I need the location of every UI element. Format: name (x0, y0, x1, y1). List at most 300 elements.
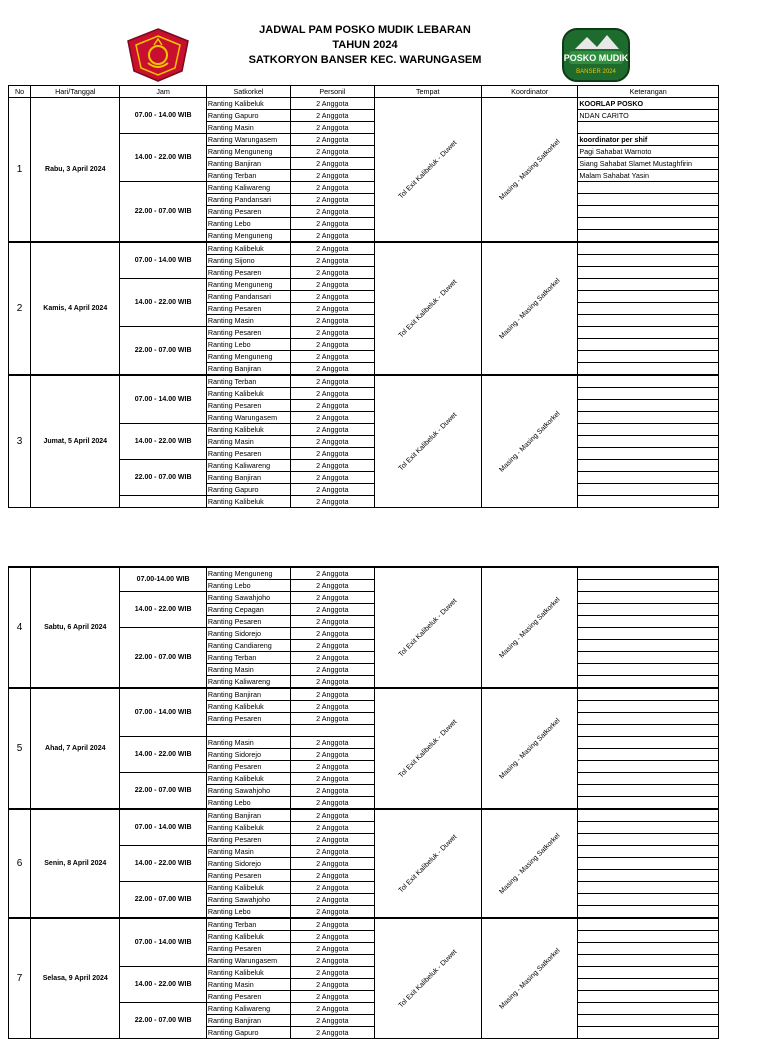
shift-time: 14.00 - 22.00 WIB (120, 424, 206, 460)
koordinator-label: Masing - Masing Satkorkel (498, 137, 562, 202)
koordinator-cell (481, 242, 577, 375)
tempat-label: Tol Exit Kalibeluk - Duwet (397, 718, 459, 779)
tempat-label: Tol Exit Kalibeluk - Duwet (397, 278, 459, 339)
shift-time: 07.00 - 14.00 WIB (120, 918, 206, 967)
header-row (9, 86, 719, 98)
personil-cell: 2 Anggota (291, 955, 374, 967)
table-row (9, 98, 719, 110)
satkorkel-cell: Ranting Menguneng (206, 146, 290, 158)
tempat-cell (374, 98, 481, 243)
table-row (9, 567, 719, 580)
personil-cell: 2 Anggota (291, 991, 374, 1003)
personil-cell: 2 Anggota (291, 484, 374, 496)
personil-cell: 2 Anggota (291, 846, 374, 858)
keterangan-cell (578, 955, 719, 967)
satkorkel-cell: Ranting Lebo (206, 797, 290, 810)
keterangan-cell (578, 616, 719, 628)
tempat-label: Tol Exit Kalibeluk - Duwet (397, 139, 459, 200)
day-date: Ahad, 7 April 2024 (31, 688, 120, 809)
satkorkel-cell: Ranting Pesaren (206, 870, 290, 882)
keterangan-cell (578, 194, 719, 206)
satkorkel-cell: Ranting Pesaren (206, 448, 290, 460)
table-row (9, 918, 719, 931)
satkorkel-cell: Ranting Menguneng (206, 230, 290, 243)
keterangan-cell (578, 797, 719, 810)
koordinator-label: Masing - Masing Satkorkel (498, 595, 562, 660)
tempat-label: Tol Exit Kalibeluk - Duwet (397, 833, 459, 894)
keterangan-cell: NDAN CARITO (578, 110, 719, 122)
satkorkel-cell: Ranting Banjiran (206, 472, 290, 484)
personil-cell: 2 Anggota (291, 616, 374, 628)
keterangan-cell (578, 279, 719, 291)
keterangan-cell (578, 472, 719, 484)
personil-cell: 2 Anggota (291, 436, 374, 448)
satkorkel-cell: Ranting Kalibeluk (206, 882, 290, 894)
keterangan-cell (578, 749, 719, 761)
keterangan-cell (578, 448, 719, 460)
keterangan-cell (578, 991, 719, 1003)
keterangan-cell (578, 846, 719, 858)
tempat-cell (374, 688, 481, 809)
day-date: Selasa, 9 April 2024 (31, 918, 120, 1039)
satkorkel-cell: Ranting Masin (206, 315, 290, 327)
satkorkel-cell: Ranting Warungasem (206, 412, 290, 424)
satkorkel-cell: Ranting Gapuro (206, 110, 290, 122)
shift-time: 22.00 - 07.00 WIB (120, 773, 206, 810)
column-header-per: Personil (291, 86, 374, 98)
personil-cell: 2 Anggota (291, 351, 374, 363)
shift-time: 07.00 - 14.00 WIB (120, 242, 206, 279)
satkorkel-cell: Ranting Banjiran (206, 158, 290, 170)
satkorkel-cell: Ranting Masin (206, 122, 290, 134)
satkorkel-cell: Ranting Gapuro (206, 1027, 290, 1039)
keterangan-cell: koordinator per shif (578, 134, 719, 146)
shift-time: 14.00 - 22.00 WIB (120, 967, 206, 1003)
day-number: 7 (9, 918, 31, 1039)
personil-cell: 2 Anggota (291, 906, 374, 919)
document-title (220, 23, 510, 68)
satkorkel-cell: Ranting Kalibeluk (206, 424, 290, 436)
satkorkel-cell: Ranting Kalibeluk (206, 967, 290, 979)
personil-cell: 2 Anggota (291, 809, 374, 822)
satkorkel-cell: Ranting Banjiran (206, 363, 290, 376)
satkorkel-cell: Ranting Kalibeluk (206, 773, 290, 785)
personil-cell: 2 Anggota (291, 822, 374, 834)
shift-time: 14.00 - 22.00 WIB (120, 592, 206, 628)
title-line-3: SATKORYON BANSER KEC. WARUNGASEM (248, 54, 482, 66)
satkorkel-cell: Ranting Kalibeluk (206, 701, 290, 713)
keterangan-cell (578, 496, 719, 508)
schedule-table (8, 566, 719, 1039)
satkorkel-cell: Ranting Terban (206, 170, 290, 182)
satkorkel-cell: Ranting Kaliwareng (206, 182, 290, 194)
personil-cell: 2 Anggota (291, 242, 374, 255)
table-row (9, 375, 719, 388)
table-row (9, 688, 719, 701)
keterangan-cell: Siang Sahabat Slamet Mustaghfirin (578, 158, 719, 170)
koordinator-label: Masing - Masing Satkorkel (498, 716, 562, 781)
keterangan-cell (578, 713, 719, 725)
keterangan-cell (578, 484, 719, 496)
table-row (9, 242, 719, 255)
personil-cell: 2 Anggota (291, 1015, 374, 1027)
banser-emblem-logo (124, 27, 192, 83)
personil-cell: 2 Anggota (291, 567, 374, 580)
satkorkel-cell: Ranting Pesaren (206, 400, 290, 412)
keterangan-cell (578, 436, 719, 448)
tempat-label: Tol Exit Kalibeluk - Duwet (397, 948, 459, 1009)
keterangan-cell (578, 363, 719, 376)
column-header-sat: Satkorkel (206, 86, 290, 98)
keterangan-cell (578, 567, 719, 580)
satkorkel-cell: Ranting Banjiran (206, 809, 290, 822)
personil-cell: 2 Anggota (291, 1027, 374, 1039)
personil-cell: 2 Anggota (291, 943, 374, 955)
satkorkel-cell: Ranting Menguneng (206, 567, 290, 580)
keterangan-cell (578, 592, 719, 604)
satkorkel-cell: Ranting Pesaren (206, 713, 290, 725)
keterangan-cell (578, 809, 719, 822)
keterangan-cell (578, 882, 719, 894)
satkorkel-cell: Ranting Sijono (206, 255, 290, 267)
shift-time: 07.00 - 14.00 WIB (120, 98, 206, 134)
personil-cell: 2 Anggota (291, 134, 374, 146)
satkorkel-cell: Ranting Pesaren (206, 943, 290, 955)
personil-cell: 2 Anggota (291, 604, 374, 616)
column-header-day: Hari/Tanggal (31, 86, 120, 98)
shift-time: 22.00 - 07.00 WIB (120, 182, 206, 243)
keterangan-cell (578, 858, 719, 870)
personil-cell: 2 Anggota (291, 882, 374, 894)
personil-cell (291, 725, 374, 737)
keterangan-cell (578, 375, 719, 388)
personil-cell: 2 Anggota (291, 303, 374, 315)
personil-cell: 2 Anggota (291, 918, 374, 931)
personil-cell: 2 Anggota (291, 496, 374, 508)
personil-cell: 2 Anggota (291, 363, 374, 376)
shift-time: 22.00 - 07.00 WIB (120, 882, 206, 919)
satkorkel-cell: Ranting Candiareng (206, 640, 290, 652)
day-date: Jumat, 5 April 2024 (31, 375, 120, 508)
satkorkel-cell: Ranting Cepagan (206, 604, 290, 616)
satkorkel-cell: Ranting Lebo (206, 339, 290, 351)
personil-cell: 2 Anggota (291, 628, 374, 640)
keterangan-cell (578, 931, 719, 943)
satkorkel-cell: Ranting Sawahjoho (206, 894, 290, 906)
keterangan-cell (578, 580, 719, 592)
personil-cell: 2 Anggota (291, 460, 374, 472)
personil-cell: 2 Anggota (291, 931, 374, 943)
koordinator-cell (481, 375, 577, 508)
satkorkel-cell: Ranting Pesaren (206, 616, 290, 628)
day-number: 1 (9, 98, 31, 243)
personil-cell: 2 Anggota (291, 580, 374, 592)
personil-cell: 2 Anggota (291, 592, 374, 604)
day-date: Rabu, 3 April 2024 (31, 98, 120, 243)
koordinator-cell (481, 688, 577, 809)
title-line-1: JADWAL PAM POSKO MUDIK LEBARAN (259, 24, 471, 36)
keterangan-cell (578, 785, 719, 797)
personil-cell: 2 Anggota (291, 388, 374, 400)
personil-cell: 2 Anggota (291, 122, 374, 134)
personil-cell: 2 Anggota (291, 858, 374, 870)
day-date: Kamis, 4 April 2024 (31, 242, 120, 375)
personil-cell: 2 Anggota (291, 797, 374, 810)
schedule-table (8, 85, 719, 508)
keterangan-cell (578, 906, 719, 919)
satkorkel-cell: Ranting Menguneng (206, 351, 290, 363)
personil-cell: 2 Anggota (291, 170, 374, 182)
koordinator-label: Masing - Masing Satkorkel (498, 946, 562, 1011)
satkorkel-cell: Ranting Sawahjoho (206, 785, 290, 797)
personil-cell: 2 Anggota (291, 472, 374, 484)
personil-cell: 2 Anggota (291, 737, 374, 749)
personil-cell: 2 Anggota (291, 652, 374, 664)
column-header-ket: Keterangan (578, 86, 719, 98)
satkorkel-cell: Ranting Pandansari (206, 194, 290, 206)
keterangan-cell (578, 267, 719, 279)
shift-time: 14.00 - 22.00 WIB (120, 134, 206, 182)
title-line-2: TAHUN 2024 (332, 39, 398, 51)
column-header-koo: Koordinator (481, 86, 577, 98)
shift-time: 22.00 - 07.00 WIB (120, 628, 206, 689)
keterangan-cell (578, 979, 719, 991)
personil-cell: 2 Anggota (291, 315, 374, 327)
keterangan-cell (578, 206, 719, 218)
document-header (0, 0, 768, 85)
tempat-cell (374, 918, 481, 1039)
shift-time: 14.00 - 22.00 WIB (120, 846, 206, 882)
satkorkel-cell: Ranting Lebo (206, 906, 290, 919)
posko-mudik-logo (561, 27, 631, 83)
satkorkel-cell: Ranting Masin (206, 664, 290, 676)
shift-time: 22.00 - 07.00 WIB (120, 460, 206, 496)
keterangan-cell (578, 1027, 719, 1039)
personil-cell: 2 Anggota (291, 255, 374, 267)
shift-time: 22.00 - 07.00 WIB (120, 1003, 206, 1039)
day-date: Senin, 8 April 2024 (31, 809, 120, 918)
koordinator-label: Masing - Masing Satkorkel (498, 276, 562, 341)
shift-time (120, 496, 206, 508)
tempat-cell (374, 242, 481, 375)
satkorkel-cell: Ranting Lebo (206, 218, 290, 230)
day-number: 5 (9, 688, 31, 809)
keterangan-cell (578, 182, 719, 194)
personil-cell: 2 Anggota (291, 701, 374, 713)
personil-cell: 2 Anggota (291, 688, 374, 701)
satkorkel-cell: Ranting Kaliwareng (206, 460, 290, 472)
shift-time: 07.00 - 14.00 WIB (120, 809, 206, 846)
personil-cell: 2 Anggota (291, 424, 374, 436)
keterangan-cell (578, 834, 719, 846)
keterangan-cell (578, 628, 719, 640)
keterangan-cell (578, 230, 719, 243)
personil-cell: 2 Anggota (291, 448, 374, 460)
personil-cell: 2 Anggota (291, 146, 374, 158)
satkorkel-cell: Ranting Gapuro (206, 484, 290, 496)
satkorkel-cell: Ranting Kalibeluk (206, 242, 290, 255)
keterangan-cell (578, 412, 719, 424)
day-date: Sabtu, 6 April 2024 (31, 567, 120, 688)
personil-cell: 2 Anggota (291, 182, 374, 194)
tempat-cell (374, 375, 481, 508)
day-number: 3 (9, 375, 31, 508)
personil-cell: 2 Anggota (291, 206, 374, 218)
keterangan-cell (578, 894, 719, 906)
keterangan-cell (578, 351, 719, 363)
tempat-cell (374, 567, 481, 688)
schedule-table-page-2 (8, 566, 719, 1039)
keterangan-cell (578, 303, 719, 315)
satkorkel-cell: Ranting Kaliwareng (206, 676, 290, 689)
satkorkel-cell: Ranting Warungasem (206, 955, 290, 967)
personil-cell: 2 Anggota (291, 291, 374, 303)
keterangan-cell (578, 725, 719, 737)
keterangan-cell: Pagi Sahabat Warnoto (578, 146, 719, 158)
tempat-label: Tol Exit Kalibeluk - Duwet (397, 597, 459, 658)
column-header-jam: Jam (120, 86, 206, 98)
satkorkel-cell: Ranting Masin (206, 737, 290, 749)
personil-cell: 2 Anggota (291, 664, 374, 676)
personil-cell: 2 Anggota (291, 967, 374, 979)
satkorkel-cell: Ranting Banjiran (206, 1015, 290, 1027)
keterangan-cell (578, 1003, 719, 1015)
keterangan-cell (578, 424, 719, 436)
personil-cell: 2 Anggota (291, 1003, 374, 1015)
personil-cell: 2 Anggota (291, 412, 374, 424)
personil-cell: 2 Anggota (291, 773, 374, 785)
personil-cell: 2 Anggota (291, 375, 374, 388)
keterangan-cell (578, 737, 719, 749)
personil-cell: 2 Anggota (291, 979, 374, 991)
personil-cell: 2 Anggota (291, 834, 374, 846)
day-number: 4 (9, 567, 31, 688)
satkorkel-cell: Ranting Pesaren (206, 267, 290, 279)
tempat-label: Tol Exit Kalibeluk - Duwet (397, 411, 459, 472)
shift-time: 22.00 - 07.00 WIB (120, 327, 206, 376)
personil-cell: 2 Anggota (291, 894, 374, 906)
satkorkel-cell (206, 725, 290, 737)
koordinator-label: Masing - Masing Satkorkel (498, 409, 562, 474)
tempat-cell (374, 809, 481, 918)
personil-cell: 2 Anggota (291, 98, 374, 110)
keterangan-cell (578, 604, 719, 616)
keterangan-cell (578, 400, 719, 412)
personil-cell: 2 Anggota (291, 158, 374, 170)
shift-time: 14.00 - 22.00 WIB (120, 279, 206, 327)
personil-cell: 2 Anggota (291, 761, 374, 773)
shift-time: 07.00-14.00 WIB (120, 567, 206, 592)
satkorkel-cell: Ranting Sidorejo (206, 628, 290, 640)
keterangan-cell (578, 870, 719, 882)
koordinator-cell (481, 809, 577, 918)
keterangan-cell (578, 943, 719, 955)
personil-cell: 2 Anggota (291, 749, 374, 761)
keterangan-cell (578, 242, 719, 255)
satkorkel-cell: Ranting Pesaren (206, 991, 290, 1003)
keterangan-cell: KOORLAP POSKO (578, 98, 719, 110)
personil-cell: 2 Anggota (291, 327, 374, 339)
keterangan-cell (578, 1015, 719, 1027)
keterangan-cell (578, 822, 719, 834)
keterangan-cell (578, 967, 719, 979)
keterangan-cell (578, 761, 719, 773)
keterangan-cell (578, 701, 719, 713)
keterangan-cell (578, 664, 719, 676)
logo-title: POSKO MUDIK (563, 53, 629, 63)
satkorkel-cell: Ranting Menguneng (206, 279, 290, 291)
satkorkel-cell: Ranting Masin (206, 846, 290, 858)
satkorkel-cell: Ranting Kalibeluk (206, 388, 290, 400)
satkorkel-cell: Ranting Kalibeluk (206, 98, 290, 110)
koordinator-cell (481, 567, 577, 688)
koordinator-cell (481, 918, 577, 1039)
satkorkel-cell: Ranting Terban (206, 652, 290, 664)
personil-cell: 2 Anggota (291, 640, 374, 652)
column-header-no: No (9, 86, 31, 98)
satkorkel-cell: Ranting Pesaren (206, 327, 290, 339)
shift-time: 14.00 - 22.00 WIB (120, 737, 206, 773)
satkorkel-cell: Ranting Kalibeluk (206, 822, 290, 834)
satkorkel-cell: Ranting Banjiran (206, 688, 290, 701)
keterangan-cell (578, 676, 719, 689)
personil-cell: 2 Anggota (291, 267, 374, 279)
satkorkel-cell: Ranting Terban (206, 375, 290, 388)
personil-cell: 2 Anggota (291, 713, 374, 725)
column-header-tem: Tempat (374, 86, 481, 98)
keterangan-cell (578, 255, 719, 267)
keterangan-cell (578, 918, 719, 931)
satkorkel-cell: Ranting Sawahjoho (206, 592, 290, 604)
schedule-table-page-1 (8, 85, 719, 508)
keterangan-cell (578, 291, 719, 303)
satkorkel-cell: Ranting Warungasem (206, 134, 290, 146)
shift-time: 07.00 - 14.00 WIB (120, 688, 206, 737)
keterangan-cell (578, 388, 719, 400)
keterangan-cell (578, 640, 719, 652)
personil-cell: 2 Anggota (291, 339, 374, 351)
day-number: 2 (9, 242, 31, 375)
keterangan-cell (578, 339, 719, 351)
satkorkel-cell: Ranting Pandansari (206, 291, 290, 303)
shift-time: 07.00 - 14.00 WIB (120, 375, 206, 424)
satkorkel-cell: Ranting Sidorejo (206, 858, 290, 870)
koordinator-label: Masing - Masing Satkorkel (498, 831, 562, 896)
personil-cell: 2 Anggota (291, 218, 374, 230)
keterangan-cell: Malam Sahabat Yasin (578, 170, 719, 182)
personil-cell: 2 Anggota (291, 870, 374, 882)
logo-subtitle: BANSER 2024 (576, 69, 616, 75)
satkorkel-cell: Ranting Pesaren (206, 206, 290, 218)
satkorkel-cell: Ranting Masin (206, 979, 290, 991)
table-row (9, 809, 719, 822)
personil-cell: 2 Anggota (291, 400, 374, 412)
satkorkel-cell: Ranting Masin (206, 436, 290, 448)
keterangan-cell (578, 218, 719, 230)
satkorkel-cell: Ranting Pesaren (206, 761, 290, 773)
satkorkel-cell: Ranting Kaliwareng (206, 1003, 290, 1015)
personil-cell: 2 Anggota (291, 279, 374, 291)
satkorkel-cell: Ranting Pesaren (206, 834, 290, 846)
keterangan-cell (578, 652, 719, 664)
keterangan-cell (578, 315, 719, 327)
keterangan-cell (578, 773, 719, 785)
keterangan-cell (578, 688, 719, 701)
satkorkel-cell: Ranting Kalibeluk (206, 931, 290, 943)
personil-cell: 2 Anggota (291, 676, 374, 689)
keterangan-cell (578, 122, 719, 134)
personil-cell: 2 Anggota (291, 194, 374, 206)
